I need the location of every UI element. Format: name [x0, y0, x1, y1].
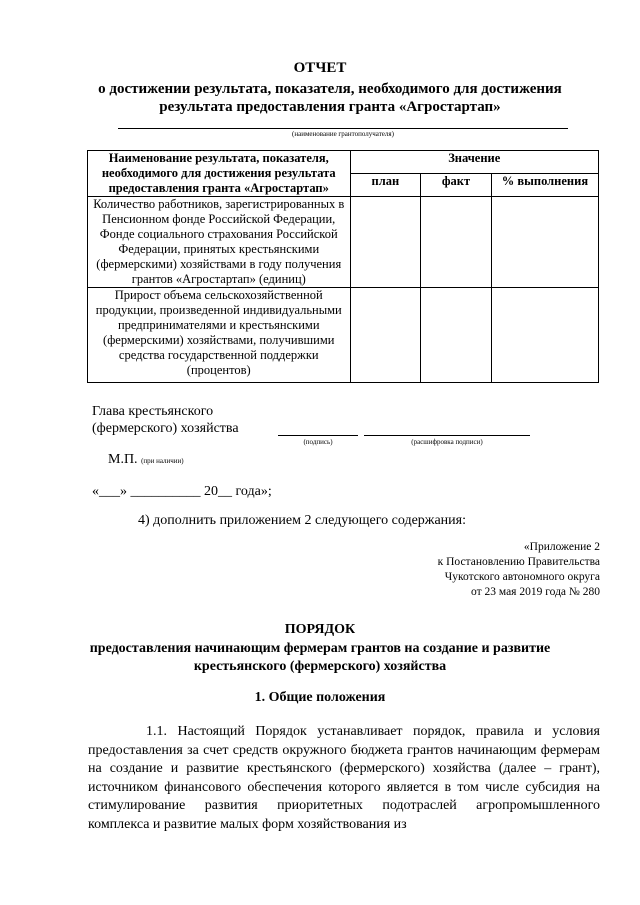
stamp-label: М.П. — [108, 452, 138, 467]
percent-cell — [491, 288, 598, 383]
appendix-note — [380, 540, 600, 600]
date-line: «___» __________ 20__ года»; — [92, 484, 272, 499]
appendix-line-4: от 23 мая 2019 года № 280 — [471, 586, 600, 598]
table-row — [88, 288, 599, 383]
row-name-cell: Количество работников, зарегистрированных в Пенсионном фонде Российской Федерации, Фонде социального страхования Российской Федерации, принятых крестьянскими (фермерскими) хозяйствами в году получения грантов «Агростартап» (единиц) — [88, 197, 351, 288]
table-header-row — [88, 151, 599, 174]
paragraph-1-1: 1.1. Настоящий Порядок устанавливает порядок, правила и условия предоставления за счет средств окружного бюджета грантов начинающим фермерам на создание и развитие крестьянского (фермерского) хозяйства (далее – грант), источником финансового обеспечения которого является в том числе субсидия на стимулирование развития приоритетных подотраслей агропромышленного комплекса и развитие малых форм хозяйствования из — [88, 724, 600, 832]
percent-cell — [491, 197, 598, 288]
signature-decode-line — [364, 435, 530, 436]
report-subtitle: о достижении результата, показателя, необходимого для достижения результата предоставления гранта «Агростартап» — [98, 81, 562, 115]
signatory-line-2: (фермерского) хозяйства — [92, 421, 239, 436]
signature-line — [278, 435, 358, 436]
signatory-line-1: Глава крестьянского — [92, 404, 214, 419]
plan-cell — [350, 288, 421, 383]
appendix-line-3: Чукотского автономного округа — [444, 571, 600, 583]
stamp-place — [108, 452, 184, 468]
procedure-title: ПОРЯДОК — [284, 622, 356, 637]
stamp-note: (при наличии) — [141, 457, 184, 465]
row-name-cell: Прирост объема сельскохозяйственной продукции, произведенной индивидуальными предпринимателями и крестьянскими (фермерскими) хозяйствами, получившими средства государственной поддержки (процентов) — [88, 288, 351, 383]
procedure-subtitle: предоставления начинающим фермерам грантов на создание и развитие крестьянского (фермерского) хозяйства — [89, 641, 551, 674]
column-header-fact: факт — [421, 174, 492, 197]
appendix-line-1: «Приложение 2 — [523, 541, 600, 553]
report-title: ОТЧЕТ — [293, 60, 347, 76]
results-table — [87, 150, 599, 383]
column-header-name: Наименование результата, показателя, необходимого для достижения результата предоставления гранта «Агростартап» — [88, 151, 351, 197]
addition-text: 4) дополнить приложением 2 следующего содержания: — [138, 513, 466, 528]
fact-cell — [421, 288, 492, 383]
signatory-label — [92, 403, 239, 437]
fact-cell — [421, 197, 492, 288]
column-header-plan: план — [350, 174, 421, 197]
plan-cell — [350, 197, 421, 288]
table-row — [88, 197, 599, 288]
section-heading: 1. Общие положения — [254, 690, 386, 705]
appendix-line-2: к Постановлению Правительства — [437, 556, 600, 568]
column-header-percent: % выполнения — [491, 174, 598, 197]
column-header-value: Значение — [350, 151, 599, 174]
recipient-line — [118, 128, 568, 129]
recipient-caption: (наименование грантополучателя) — [292, 130, 394, 138]
signature-decode-caption: (расшифровка подписи) — [411, 438, 483, 446]
signature-caption: (подпись) — [303, 438, 333, 446]
